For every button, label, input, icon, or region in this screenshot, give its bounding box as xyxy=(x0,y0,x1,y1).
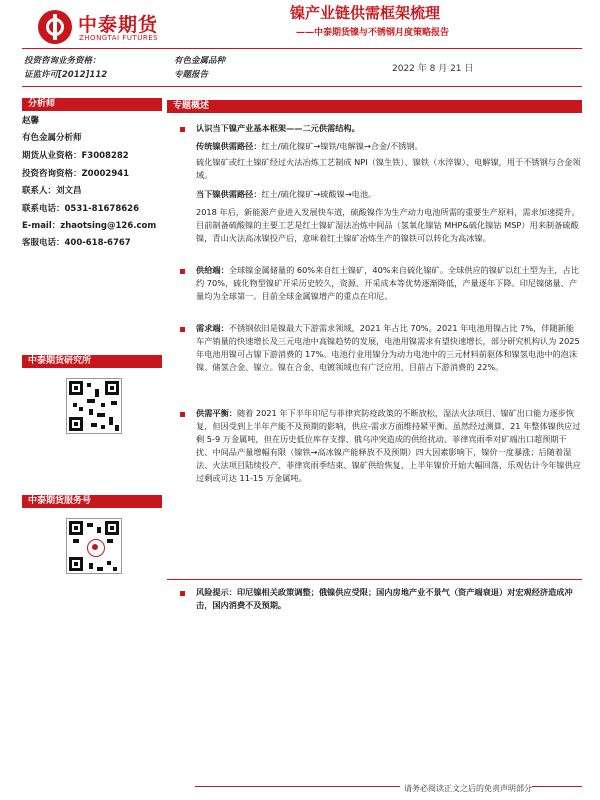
invest-cert: 投资咨询资格：Z0002941 xyxy=(22,169,130,179)
contact-person: 联系人：刘文昌 xyxy=(22,186,82,196)
balance-paragraph xyxy=(196,407,581,485)
analyst-heading: 分析师 xyxy=(22,98,162,111)
balance-text: 随着 2021 年下半年印尼与菲律宾防疫政策的不断放松，湿法火法项目、镍矿出口能力逐步恢复，但因受到上半年产能不及预期的影响，供应-需求方面维持紧平衡。虽然经过测算，21 年整体镍供应过剩 5-9 万金属吨，但在历史低位库存支撑、俄乌冲突造成的供给扰动、菲律宾雨季对矿端出口超预期干扰、中间品产量增幅有限（镍铁→高冰镍产能释放不及预期）四大因素影响下，镍价一度暴涨；后随着湿法、火法项目陆续投产、菲律宾雨季结束、镍矿供给恢复，上半年镍价开始大幅回落，乐观估计今年镍供应过剩或可达 11-15 万金属吨。 xyxy=(196,408,581,483)
traditional-path-text: 红土/硫化镍矿→镍铁/电解镍→合金/不锈钢。 xyxy=(261,141,423,151)
demand-paragraph xyxy=(196,322,581,374)
hotline: 客服电话：400-618-6767 xyxy=(22,238,131,248)
company-logo-icon xyxy=(38,10,72,44)
supply-label: 供给端： xyxy=(196,265,229,275)
demand-text: 不锈钢依旧是镍最大下游需求领域，2021 年占比 70%。2021 年电池用镍占比 7%，伴随新能车产销量的快速增长及三元电池中高镍趋势的发展，电池用镍需求有望快速增长，部分研究机构认为 2025 年电池用镍可占镍下游消费的 17%。电池行业用镍分为动力电池中的三元材料前驱体和镍氢电池中的泡沫镍、储氢合金、镍立。镍在合金、电镀领域也有广泛应用，目前占下游消费的 22%。 xyxy=(196,323,580,372)
service-heading: 中泰期货服务号 xyxy=(22,495,162,508)
contact-email[interactable]: E-mail：zhaotsing@126.com xyxy=(22,221,157,231)
bullet-icon xyxy=(180,412,185,417)
traditional-path-desc: 硫化镍矿或红土镍矿经过火法冶炼工艺制成 NPI（镍生铁）、镍铁（水淬镍）、电解镍，用于不锈钢与合金领域。 xyxy=(196,157,581,180)
research-qr-code-icon xyxy=(66,378,122,434)
balance-label: 供需平衡： xyxy=(196,408,237,418)
risk-label: 风险提示： xyxy=(196,587,237,597)
header-divider xyxy=(22,48,582,49)
bullet-icon xyxy=(180,591,185,596)
report-title: 镍产业链供需框架梳理 xyxy=(290,4,441,22)
analyst-name: 赵馨 xyxy=(22,116,40,126)
report-date: 2022 年 8 月 21 日 xyxy=(392,64,474,74)
analyst-role: 有色金属分析师 xyxy=(22,133,82,143)
footer-disclaimer: 请务必阅读正文之后的免责声明部分 xyxy=(400,783,532,794)
research-heading: 中泰期货研究所 xyxy=(22,355,162,368)
license-label: 投资咨询业务资格： xyxy=(24,56,101,66)
section-heading: 专题概述 xyxy=(167,100,582,113)
bullet-icon xyxy=(180,327,185,332)
traditional-path-label: 传统镍供需路径： xyxy=(196,141,262,151)
risk-paragraph xyxy=(196,586,581,612)
supply-text: 全球镍金属储量的 60%来自红土镍矿，40%来自硫化镍矿。全球供应的镍矿以红土型为主，占比约 70%，硫化物型镍矿开采历史较久，资源、开采成本等优势逐渐降低，产量逐年下降。印尼镍储量、产量均为全球第一。目前全球金属镍增产的重点在印尼。 xyxy=(196,265,579,301)
report-type: 专题报告 xyxy=(174,70,209,80)
license-number: 证监许可[2012]112 xyxy=(24,70,108,80)
futures-cert: 期货从业资格：F3008282 xyxy=(22,151,129,161)
bullet-icon xyxy=(180,127,185,132)
logo-chinese-name: 中泰期货 xyxy=(78,14,159,36)
report-subtitle: ——中泰期货镍与不锈钢月度策略报告 xyxy=(296,28,450,38)
meta-divider xyxy=(22,86,582,87)
risk-text: 印尼镍相关政策调整；俄镍供应受限；国内房地产业不景气（资产端衰退）对宏观经济造成冲击，国内消费不及预期。 xyxy=(196,587,573,610)
new-path-label: 当下镍供需路径： xyxy=(196,189,262,199)
risk-divider xyxy=(167,579,582,580)
new-path-desc: 2018 年后，新能源产业进入发展快车道，硫酸镍作为生产动力电池所需的重要生产原料，需求加速提升。目前制备硫酸镍的主要工艺是红土镍矿湿法冶炼中间品（氢氧化镍钴 MHP&硫化镍钴 MSP）用来制备硫酸镍，青山火法高冰镍投产后，意味着红土镍矿冶炼生产的镍铁可以转化为高冰镍。 xyxy=(196,207,580,243)
new-path xyxy=(196,188,581,201)
traditional-path xyxy=(196,140,581,153)
category-label: 有色金属品种 xyxy=(174,56,226,66)
new-path-text: 红土/硫化镍矿→硫酸镍→电池。 xyxy=(261,189,377,199)
intro-text: 认识当下镍产业基本框架——二元供需结构。 xyxy=(196,123,360,133)
supply-paragraph xyxy=(196,264,581,303)
contact-phone: 联系电话：0531-81678626 xyxy=(22,204,140,214)
service-qr-code-icon xyxy=(66,518,122,574)
logo-english-name: ZHONGTAI FUTURES xyxy=(79,34,159,42)
demand-label: 需求端： xyxy=(196,323,229,333)
bullet-icon xyxy=(180,269,185,274)
